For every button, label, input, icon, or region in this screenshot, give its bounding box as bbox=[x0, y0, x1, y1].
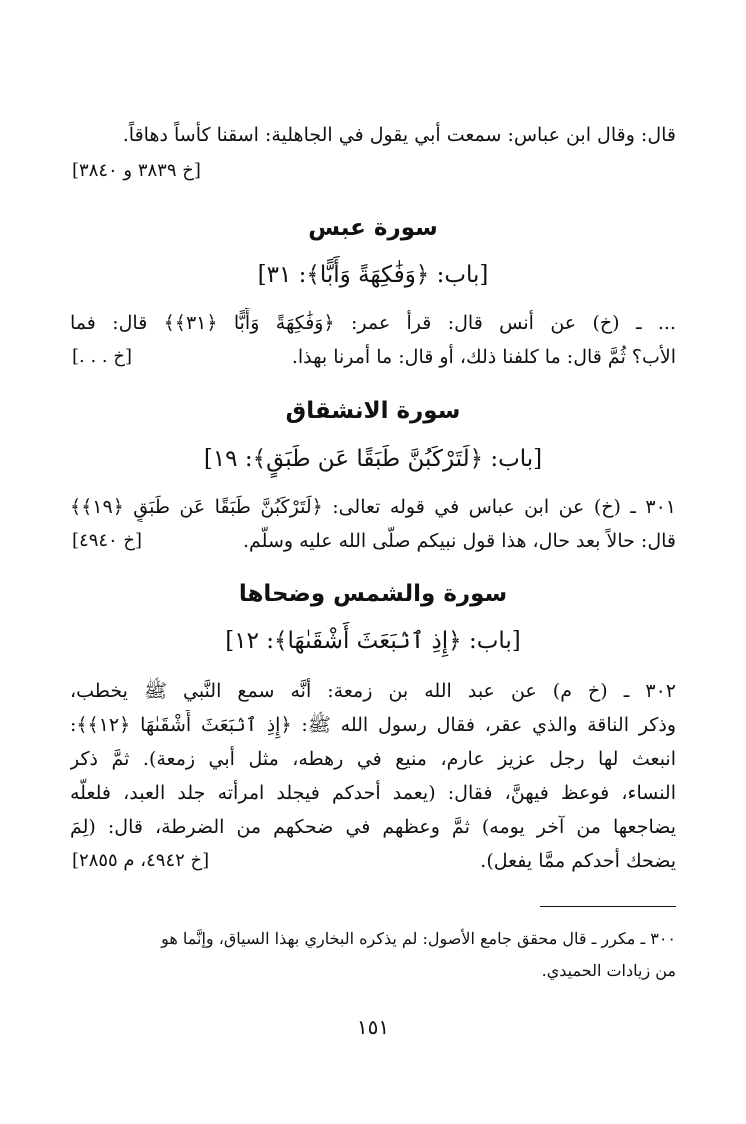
text-line: يضاجعها من آخر يومه) ثمَّ وعظهم في ضحكهم من الضرطة، قال: (لِمَ bbox=[70, 816, 676, 838]
sura-title: سورة الانشقاق bbox=[285, 398, 461, 424]
bab-heading: [باب: ﴿وَفَٰكِهَةً وَأَبًّا﴾: ٣١] bbox=[257, 262, 489, 288]
footnote-separator bbox=[540, 906, 676, 907]
text-line: وذكر الناقة والذي عقر، فقال رسول الله ﷺ: ﴿إِذِ ٱنۢبَعَثَ أَشْقَىٰهَا ﴿١٢﴾﴾: bbox=[70, 714, 676, 736]
text-line: قال: حالاً بعد حال، هذا قول نبيكم صلَّى الله عليه وسلَّم. bbox=[242, 530, 676, 552]
text-line: يضحك أحدكم ممَّا يفعل). bbox=[480, 850, 676, 872]
footnote-line: ٣٠٠ ـ مكرر ـ قال محقق جامع الأصول: لم يذكره البخاري بهذا السياق، وإنَّما هو bbox=[161, 929, 676, 948]
text-line: الأب؟ ثُمَّ قال: ما كلفنا ذلك، أو قال: ما أمرنا بهذا. bbox=[291, 346, 676, 368]
text-line: انبعث لها رجل عزيز عارم، منيع في رهطه، مثل أبي زمعة). ثمَّ ذكر bbox=[70, 748, 676, 770]
text-line: ... ـ (خ) عن أنس قال: قرأ عمر: ﴿وَفَٰكِهَةً وَأَبًّا ﴿٣١﴾﴾ قال: فما bbox=[70, 312, 676, 334]
hadith-reference: [خ ٣٨٣٩ و ٣٨٤٠] bbox=[72, 160, 201, 181]
sura-title: سورة عبس bbox=[308, 215, 438, 241]
hadith-reference: [خ . . .] bbox=[72, 346, 132, 367]
text-line: ٣٠٢ ـ (خ م) عن عبد الله بن زمعة: أنَّه سمع النَّبي ﷺ يخطب، bbox=[70, 680, 676, 702]
hadith-reference: [خ ٤٩٤٠] bbox=[72, 530, 143, 551]
bab-heading: [باب: ﴿إِذِ ٱنۢبَعَثَ أَشْقَىٰهَا﴾: ١٢] bbox=[225, 628, 521, 654]
text-line: ٣٠١ ـ (خ) عن ابن عباس في قوله تعالى: ﴿لَتَرْكَبُنَّ طَبَقًا عَن طَبَقٍ ﴿١٩﴾﴾ bbox=[70, 496, 676, 518]
text-line: النساء، فوعظ فيهنَّ، فقال: (يعمد أحدكم فيجلد امرأته جلد العبد، فلعلَّه bbox=[70, 782, 676, 804]
footnote-line: من زيادات الحميدي. bbox=[541, 961, 676, 980]
bab-heading: [باب: ﴿لَتَرْكَبُنَّ طَبَقًا عَن طَبَقٍ﴾: ١٩] bbox=[203, 446, 543, 472]
text-line: قال: وقال ابن عباس: سمعت أبي يقول في الجاهلية: اسقنا كأساً دهاقاً. bbox=[122, 124, 676, 146]
page-number: ١٥١ bbox=[356, 1015, 390, 1039]
hadith-reference: [خ ٤٩٤٢، م ٢٨٥٥] bbox=[72, 850, 210, 871]
sura-title: سورة والشمس وضحاها bbox=[238, 581, 508, 607]
